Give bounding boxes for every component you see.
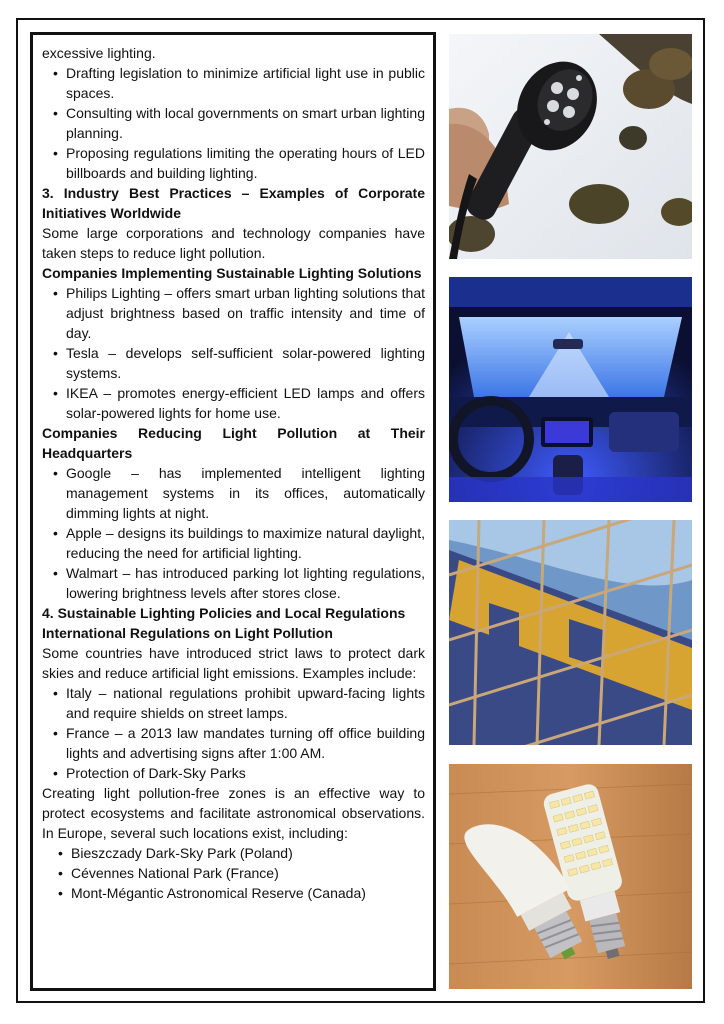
- legislation-list: [42, 63, 425, 183]
- dark-sky-paragraph: Creating light pollution-free zones is an effective way to protect ecosystems and facilitate astronomical observations. In Europe, several such locations exist, including:: [42, 785, 425, 841]
- list-item: • Drafting legislation to minimize artificial light use in public spaces.: [66, 63, 425, 103]
- photo-car-interior: [449, 277, 692, 502]
- list-item: • Walmart – has introduced parking lot lighting regulations, lowering brightness levels after stores close.: [66, 563, 425, 603]
- list-item: • Apple – designs its buildings to maximize natural daylight, reducing the need for artificial lighting.: [66, 523, 425, 563]
- places-list: [42, 843, 425, 903]
- subheading-headquarters: Companies Reducing Light Pollution at Their Headquarters: [42, 425, 425, 461]
- intro-fragment: excessive lighting.: [42, 45, 156, 61]
- list-item: • Consulting with local governments on smart urban lighting planning.: [66, 103, 425, 143]
- list-item: • France – a 2013 law mandates turning off office building lights and advertising signs after 1:00 AM.: [66, 723, 425, 763]
- section-3-heading: 3. Industry Best Practices – Examples of Corporate Initiatives Worldwide: [42, 185, 425, 221]
- list-item: • Proposing regulations limiting the operating hours of LED billboards and building lighting.: [66, 143, 425, 183]
- list-item: • Protection of Dark-Sky Parks: [66, 763, 425, 783]
- list-item: • Mont-Mégantic Astronomical Reserve (Canada): [71, 883, 425, 903]
- list-item: • IKEA – promotes energy-efficient LED lamps and offers solar-powered lights for home use.: [66, 383, 425, 423]
- list-item: • Tesla – develops self-sufficient solar-powered lighting systems.: [66, 343, 425, 383]
- headquarters-list: [42, 463, 425, 603]
- photo-ev-plug: [449, 34, 692, 259]
- photo-building-fence: [449, 520, 692, 745]
- list-item: • Google – has implemented intelligent lighting management systems in its offices, automatically dimming lights at night.: [66, 463, 425, 523]
- text-column: [30, 32, 436, 991]
- list-item: • Philips Lighting – offers smart urban lighting solutions that adjust brightness based on traffic intensity and time of day.: [66, 283, 425, 343]
- section-4-heading: 4. Sustainable Lighting Policies and Local Regulations: [42, 605, 406, 621]
- section-3-intro: Some large corporations and technology companies have taken steps to reduce light pollution.: [42, 225, 425, 261]
- section-4-intro: Some countries have introduced strict laws to protect dark skies and reduce artificial light emissions. Examples include:: [42, 645, 425, 681]
- list-item: • Italy – national regulations prohibit upward-facing lights and require shields on street lamps.: [66, 683, 425, 723]
- list-item: • Bieszczady Dark-Sky Park (Poland): [71, 843, 425, 863]
- list-item: • Cévennes National Park (France): [71, 863, 425, 883]
- photo-led-bulbs: [449, 764, 692, 989]
- subheading-sustainable: Companies Implementing Sustainable Lighting Solutions: [42, 265, 422, 281]
- sustainable-list: [42, 283, 425, 423]
- countries-list: [42, 683, 425, 783]
- subheading-international: International Regulations on Light Pollution: [42, 625, 333, 641]
